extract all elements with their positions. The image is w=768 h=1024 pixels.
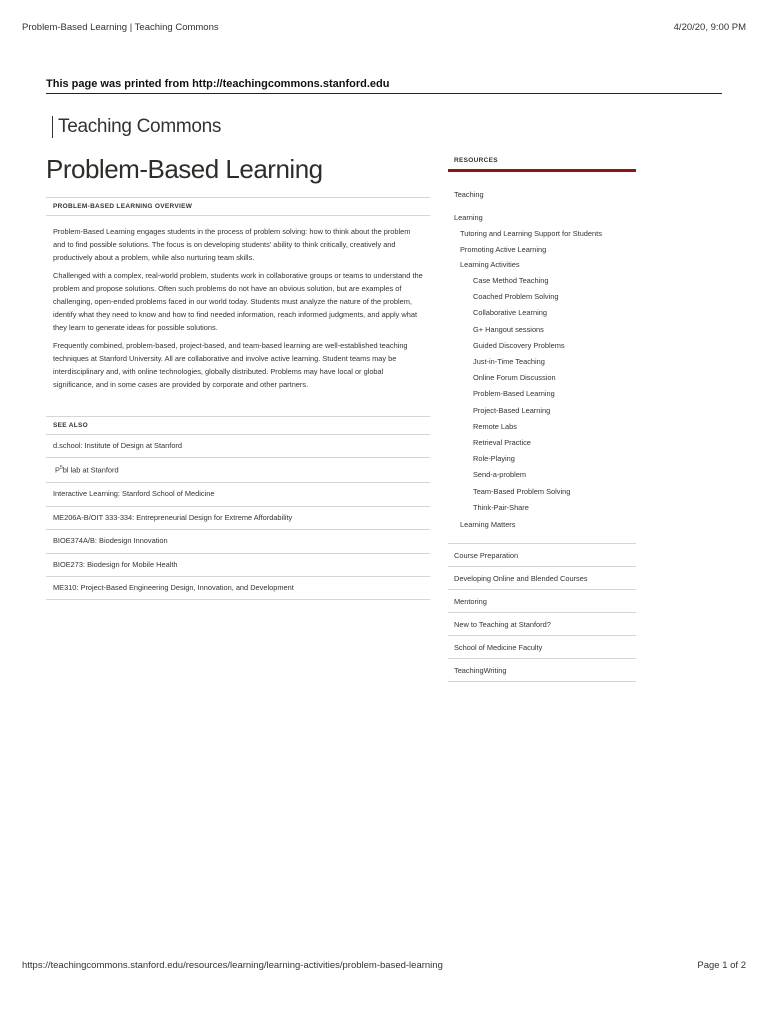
overview-paragraph: Frequently combined, problem-based, project-based, and team-based learning are well-established teaching techniques at Stanford University. All are collaborative and involve active learning. Student teams may be interdisciplinary and, with online technologies, globally distributed. Problems may have local or global significance, and in some cases are provided by corporate and other partners. — [53, 340, 408, 390]
page-title: Problem-Based Learning — [46, 154, 323, 184]
sidebar-item-activity[interactable]: Think-Pair-Share — [473, 502, 529, 512]
pbl-lab-label: bl lab at Stanford — [62, 465, 119, 475]
sidebar-item-activity[interactable]: Remote Labs — [473, 421, 517, 431]
sidebar-item-activity[interactable]: Online Forum Discussion — [473, 373, 556, 383]
sidebar-item-resource[interactable]: New to Teaching at Stanford? — [448, 612, 636, 635]
see-also-link[interactable]: Interactive Learning: Stanford School of Medicine — [46, 482, 430, 505]
see-also-section — [46, 416, 430, 600]
see-also-link[interactable]: BIOE374A/B: Biodesign Innovation — [46, 529, 430, 552]
sidebar-item-activity[interactable]: Role-Playing — [473, 454, 515, 464]
sidebar-item-resource[interactable]: TeachingWriting — [448, 658, 636, 682]
sidebar-item-activity[interactable]: G+ Hangout sessions — [473, 324, 544, 334]
sidebar-item-activity[interactable]: Problem-Based Learning — [473, 389, 555, 399]
see-also-link[interactable]: ME206A-B/OIT 333-334: Entrepreneurial Design for Extreme Affordability — [46, 506, 430, 529]
print-header-title: Problem-Based Learning | Teaching Commons — [22, 22, 219, 33]
sidebar-item-activity[interactable]: Team-Based Problem Solving — [473, 486, 571, 496]
resources-sidebar — [448, 157, 636, 682]
sidebar-item-teaching[interactable]: Teaching — [454, 190, 484, 199]
sidebar-item-activity[interactable]: Project-Based Learning — [473, 405, 551, 415]
sidebar-item-learning-matters[interactable]: Learning Matters — [460, 519, 516, 529]
sidebar-item-resource[interactable]: Mentoring — [448, 589, 636, 612]
printed-from-notice: This page was printed from http://teachingcommons.stanford.edu — [46, 78, 722, 94]
other-resources — [448, 543, 636, 682]
sidebar-item-activity[interactable]: Just-in-Time Teaching — [473, 357, 545, 366]
overview-paragraph: Challenged with a complex, real-world problem, students work in collaborative groups or teams to understand the problem and propose solutions. Often such problems do not have an obvious solution, but are examples of challenging, open-ended problems faced in our world today. Students must analyze the nature of the problem, identify what they need to know and how to find needed information, reach informed judgments, and apply what they learn to generate ideas for possible solutions. — [53, 270, 423, 333]
print-header-date: 4/20/20, 9:00 PM — [673, 22, 746, 33]
sidebar-item-activity[interactable]: Case Method Teaching — [473, 276, 549, 286]
pbl-prefix: P — [55, 465, 60, 475]
sidebar-item-resource[interactable]: Developing Online and Blended Courses — [448, 566, 636, 589]
learning-activities-menu — [448, 276, 636, 512]
see-also-link[interactable]: BIOE273: Biodesign for Mobile Health — [46, 553, 430, 576]
sidebar-item-learning-sub[interactable]: Learning Activities — [460, 260, 520, 270]
sidebar-item-activity[interactable]: Retrieval Practice — [473, 437, 531, 447]
overview-label: PROBLEM-BASED LEARNING OVERVIEW — [53, 203, 193, 210]
pbl-superscript: 5 — [59, 465, 63, 472]
main-content — [46, 197, 430, 592]
sidebar-item-activity[interactable]: Collaborative Learning — [473, 308, 547, 318]
sidebar-item-learning[interactable]: Learning — [454, 213, 483, 222]
sidebar-item-activity[interactable]: Coached Problem Solving — [473, 292, 559, 302]
site-logo[interactable]: Teaching Commons — [52, 116, 221, 138]
learning-submenu — [448, 229, 636, 269]
overview-paragraph: Problem-Based Learning engages students in the process of problem solving: how to think about the problem and to find possible solutions. The focus is on developing students' ability to think critically, creatively and productively about a problem, while also nurturing team skills. — [53, 227, 411, 263]
print-footer-url: https://teachingcommons.stanford.edu/resources/learning/learning-activities/problem-based-learning — [22, 960, 443, 971]
see-also-label: SEE ALSO — [53, 422, 89, 429]
resources-label: RESOURCES — [448, 157, 636, 172]
print-footer-page: Page 1 of 2 — [697, 960, 746, 971]
sidebar-item-activity[interactable]: Send-a-problem — [473, 470, 526, 480]
sidebar-item-resource[interactable]: Course Preparation — [448, 543, 636, 566]
see-also-link-pbl-lab[interactable] — [46, 457, 430, 482]
see-also-link[interactable]: ME310: Project-Based Engineering Design, Innovation, and Development — [46, 576, 430, 599]
sidebar-item-resource[interactable]: School of Medicine Faculty — [448, 635, 636, 658]
sidebar-item-learning-sub[interactable]: Promoting Active Learning — [460, 244, 547, 254]
sidebar-item-activity[interactable]: Guided Discovery Problems — [473, 340, 565, 350]
sidebar-item-learning-sub[interactable]: Tutoring and Learning Support for Students — [460, 229, 602, 238]
see-also-link[interactable]: d.school: Institute of Design at Stanford — [46, 434, 430, 457]
